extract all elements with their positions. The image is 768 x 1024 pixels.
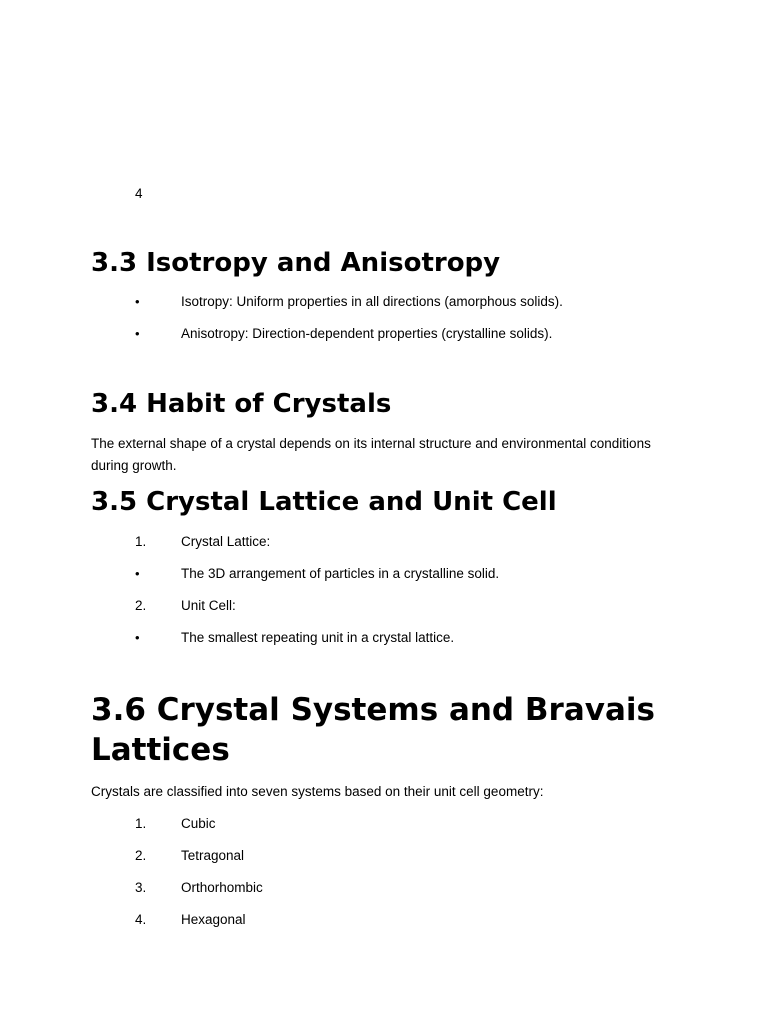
list-item: Orthorhombic (181, 880, 263, 895)
list-item: The 3D arrangement of particles in a crystalline solid. (181, 566, 500, 581)
list-item-marker: • (135, 630, 140, 645)
list-item: Hexagonal (181, 912, 246, 927)
list-item-marker: 1. (135, 816, 147, 831)
list-item: The smallest repeating unit in a crystal lattice. (181, 630, 455, 645)
list-item-marker: • (135, 566, 140, 581)
list-item-marker: 2. (135, 848, 147, 863)
list-item-marker: 2. (135, 598, 147, 613)
list-item-marker: • (135, 294, 140, 309)
section-heading-3-3: 3.3 Isotropy and Anisotropy (91, 248, 501, 278)
list-item: Unit Cell: (181, 598, 236, 613)
list-item: Anisotropy: Direction-dependent properties (crystalline solids). (181, 326, 553, 341)
list-item-marker: 3. (135, 880, 147, 895)
section-heading-3-6: 3.6 Crystal Systems and Bravais Lattices (91, 692, 655, 768)
paragraph: The external shape of a crystal depends on its internal structure and environmental conditions during growth. (91, 436, 651, 473)
list-item: Crystal Lattice: (181, 534, 271, 549)
list-item: Isotropy: Uniform properties in all directions (amorphous solids). (181, 294, 563, 309)
list-item: Tetragonal (181, 848, 245, 863)
list-item-marker: 1. (135, 534, 147, 549)
list-item-marker: 4. (135, 912, 147, 927)
section-heading-3-5: 3.5 Crystal Lattice and Unit Cell (91, 487, 557, 517)
section-heading-3-4: 3.4 Habit of Crystals (91, 389, 392, 419)
paragraph: Crystals are classified into seven systems based on their unit cell geometry: (91, 784, 544, 799)
list-item: Cubic (181, 816, 216, 831)
list-item-marker: • (135, 326, 140, 341)
page-number: 4 (135, 186, 143, 201)
